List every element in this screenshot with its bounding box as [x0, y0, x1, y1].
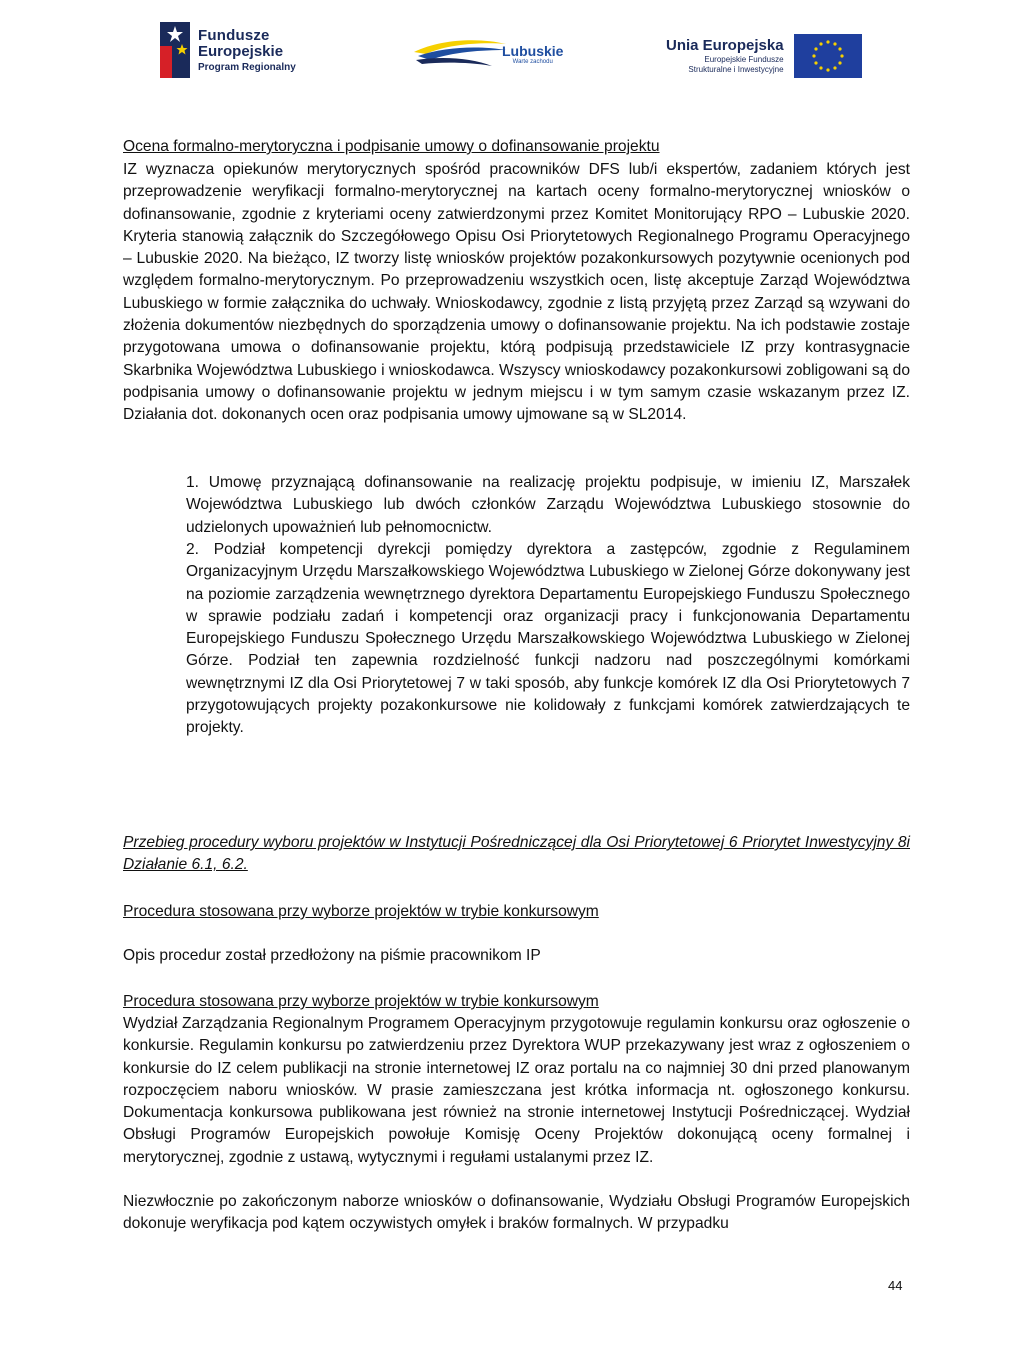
section2-heading: Przebieg procedury wyboru projektów w Instytucji Pośredniczącej dla Osi Priorytetowej 6 Priorytet Inwestycyjny 8i Działanie 6.1, 6.2.	[123, 834, 910, 874]
fe-flag-icon	[160, 22, 190, 78]
ue-subtitle-line2: Strukturalne i Inwestycyjne	[688, 65, 784, 74]
list-number: 2.	[186, 541, 200, 558]
ue-title: Unia Europejska	[666, 37, 784, 54]
fe-title-line2: Europejskie	[198, 42, 284, 60]
section2-subheading-2: Procedura stosowana przy wyborze projektów w trybie konkursowym	[123, 993, 599, 1010]
page-number: 44	[888, 1278, 903, 1293]
section2-sub2-paragraph-2: Niezwłocznie po zakończonym naborze wniosków o dofinansowanie, Wydziału Obsługi Programów Europejskich dokonuje weryfikacja pod kątem oczywistych omyłek i braków formalnych. W przypadku	[123, 1193, 910, 1233]
list-text: Podział kompetencji dyrekcji pomiędzy dyrektora a zastępców, zgodnie z Regulaminem Organizacyjnym Urzędu Marszałkowskiego Województwa Lubuskiego w Zielonej Górze dokonywany jest na poziomie zarządzenia wewnętrznego dyrektora Departamentu Europejskiego Funduszu Społecznego w sprawie podziału zadań i kompetencji oraz organizacji pracy i funkcjonowania Departamentu Europejskiego Funduszu Społecznego Urzędu Marszałkowskiego Województwa Lubuskiego w Zielonej Górze. Podział ten zapewnia rozdzielność funkcji nadzoru nad poszczególnymi komórkami wewnętrznymi IZ dla Osi Priorytetowej 7 w taki sposób, aby funkcje komórek IZ dla Osi Priorytetowych 7 przygotowujących projekty pozakonkursowe nie kolidowały z funkcjami komórek zatwierdzających te projekty.	[186, 541, 910, 737]
list-text: Umowę przyznającą dofinansowanie na realizację projektu podpisuje, w imieniu IZ, Marszałek Województwa Lubuskiego lub dwóch członków Zarządu Województwa Lubuskiego stosownie do udzielonych upoważnień lub pełnomocnictw.	[186, 474, 910, 536]
section2-sub2-paragraph-1: Wydział Zarządzania Regionalnym Programem Operacyjnym przygotowuje regulamin konkursu oraz ogłoszenie o konkursie. Regulamin konkursu po zatwierdzeniu przez Dyrektora WUP przekazywany jest wraz z ogłoszeniem o konkursie do IZ celem publikacji na stronie internetowej IZ oraz portalu na co najmniej 30 dni przed planowanym rozpoczęciem naboru wniosków. W prasie zamieszczana jest krótka informacja nt. ogłoszonego konkursu. Dokumentacja konkursowa publikowana jest również na stronie internetowej Instytucji Pośredniczącej. Wydział Obsługi Programów Europejskich powołuje Komisję Oceny Projektów dokonującą oceny formalnej i merytorycznej, zgodnie z ustawą, wytycznymi i regułami ustalanymi przez IZ.	[123, 1015, 910, 1166]
lubuskie-swoosh-icon	[412, 36, 508, 72]
section1-list-item-2	[186, 539, 910, 740]
logo-fundusze-europejskie	[160, 22, 296, 78]
section1-list-item-1	[186, 472, 910, 539]
lubuskie-title: Lubuskie	[502, 42, 564, 59]
section1-paragraph: IZ wyznacza opiekunów merytorycznych spośród pracowników DFS lub/i ekspertów, zadaniem których jest przeprowadzenie weryfikacji formalno-merytorycznej na kartach oceny formalno-merytorycznej wniosków o dofinansowanie, zgodnie z kryteriami oceny zatwierdzonymi przez Komitet Monitorujący RPO – Lubuskie 2020. Kryteria stanowią załącznik do Szczegółowego Opisu Osi Priorytetowych Regionalnego Programu Operacyjnego – Lubuskie 2020. Na bieżąco, IZ tworzy listę wniosków projektów pozakonkursowych pozytywnie ocenionych pod względem formalno-merytorycznym. Po przeprowadzeniu wszystkich ocen, listę akceptuje Zarząd Województwa Lubuskiego w formie załącznika do uchwały. Wnioskodawcy, zgodnie z listą przyjętą przez Zarząd są wzywani do złożenia dokumentów niezbędnych do sporządzenia umowy o dofinansowanie projektu. Na ich podstawie zostaje przygotowana umowa o dofinansowanie projektu, którą podpisują przedstawiciele IZ przy kontrasygnacie Skarbnika Województwa Lubuskiego i wnioskodawca. Wszyscy wnioskodawcy pozakonkursowi zobligowani są do podpisania umowy o dofinansowanie projektu w jednym miejscu i w tym samym czasie wskazanym przez IZ. Działania dot. dokonanych ocen oraz podpisania umowy ujmowane są w SL2014.	[123, 161, 910, 424]
fe-subtitle: Program Regionalny	[198, 61, 296, 73]
logo-lubuskie	[412, 36, 563, 72]
logo-unia-europejska	[666, 34, 862, 78]
eu-flag-icon	[794, 34, 862, 78]
section2-sub1-text: Opis procedur został przedłożony na piśmie pracownikom IP	[123, 947, 541, 964]
section1-heading: Ocena formalno-merytoryczna i podpisanie umowy o dofinansowanie projektu	[123, 138, 660, 155]
fe-title-line1: Fundusze	[198, 26, 270, 44]
section2-subheading-1: Procedura stosowana przy wyborze projektów w trybie konkursowym	[123, 903, 599, 920]
ue-subtitle-line1: Europejskie Fundusze	[704, 55, 784, 64]
list-number: 1.	[186, 474, 200, 491]
lubuskie-tagline: Warte zachodu	[512, 58, 553, 65]
